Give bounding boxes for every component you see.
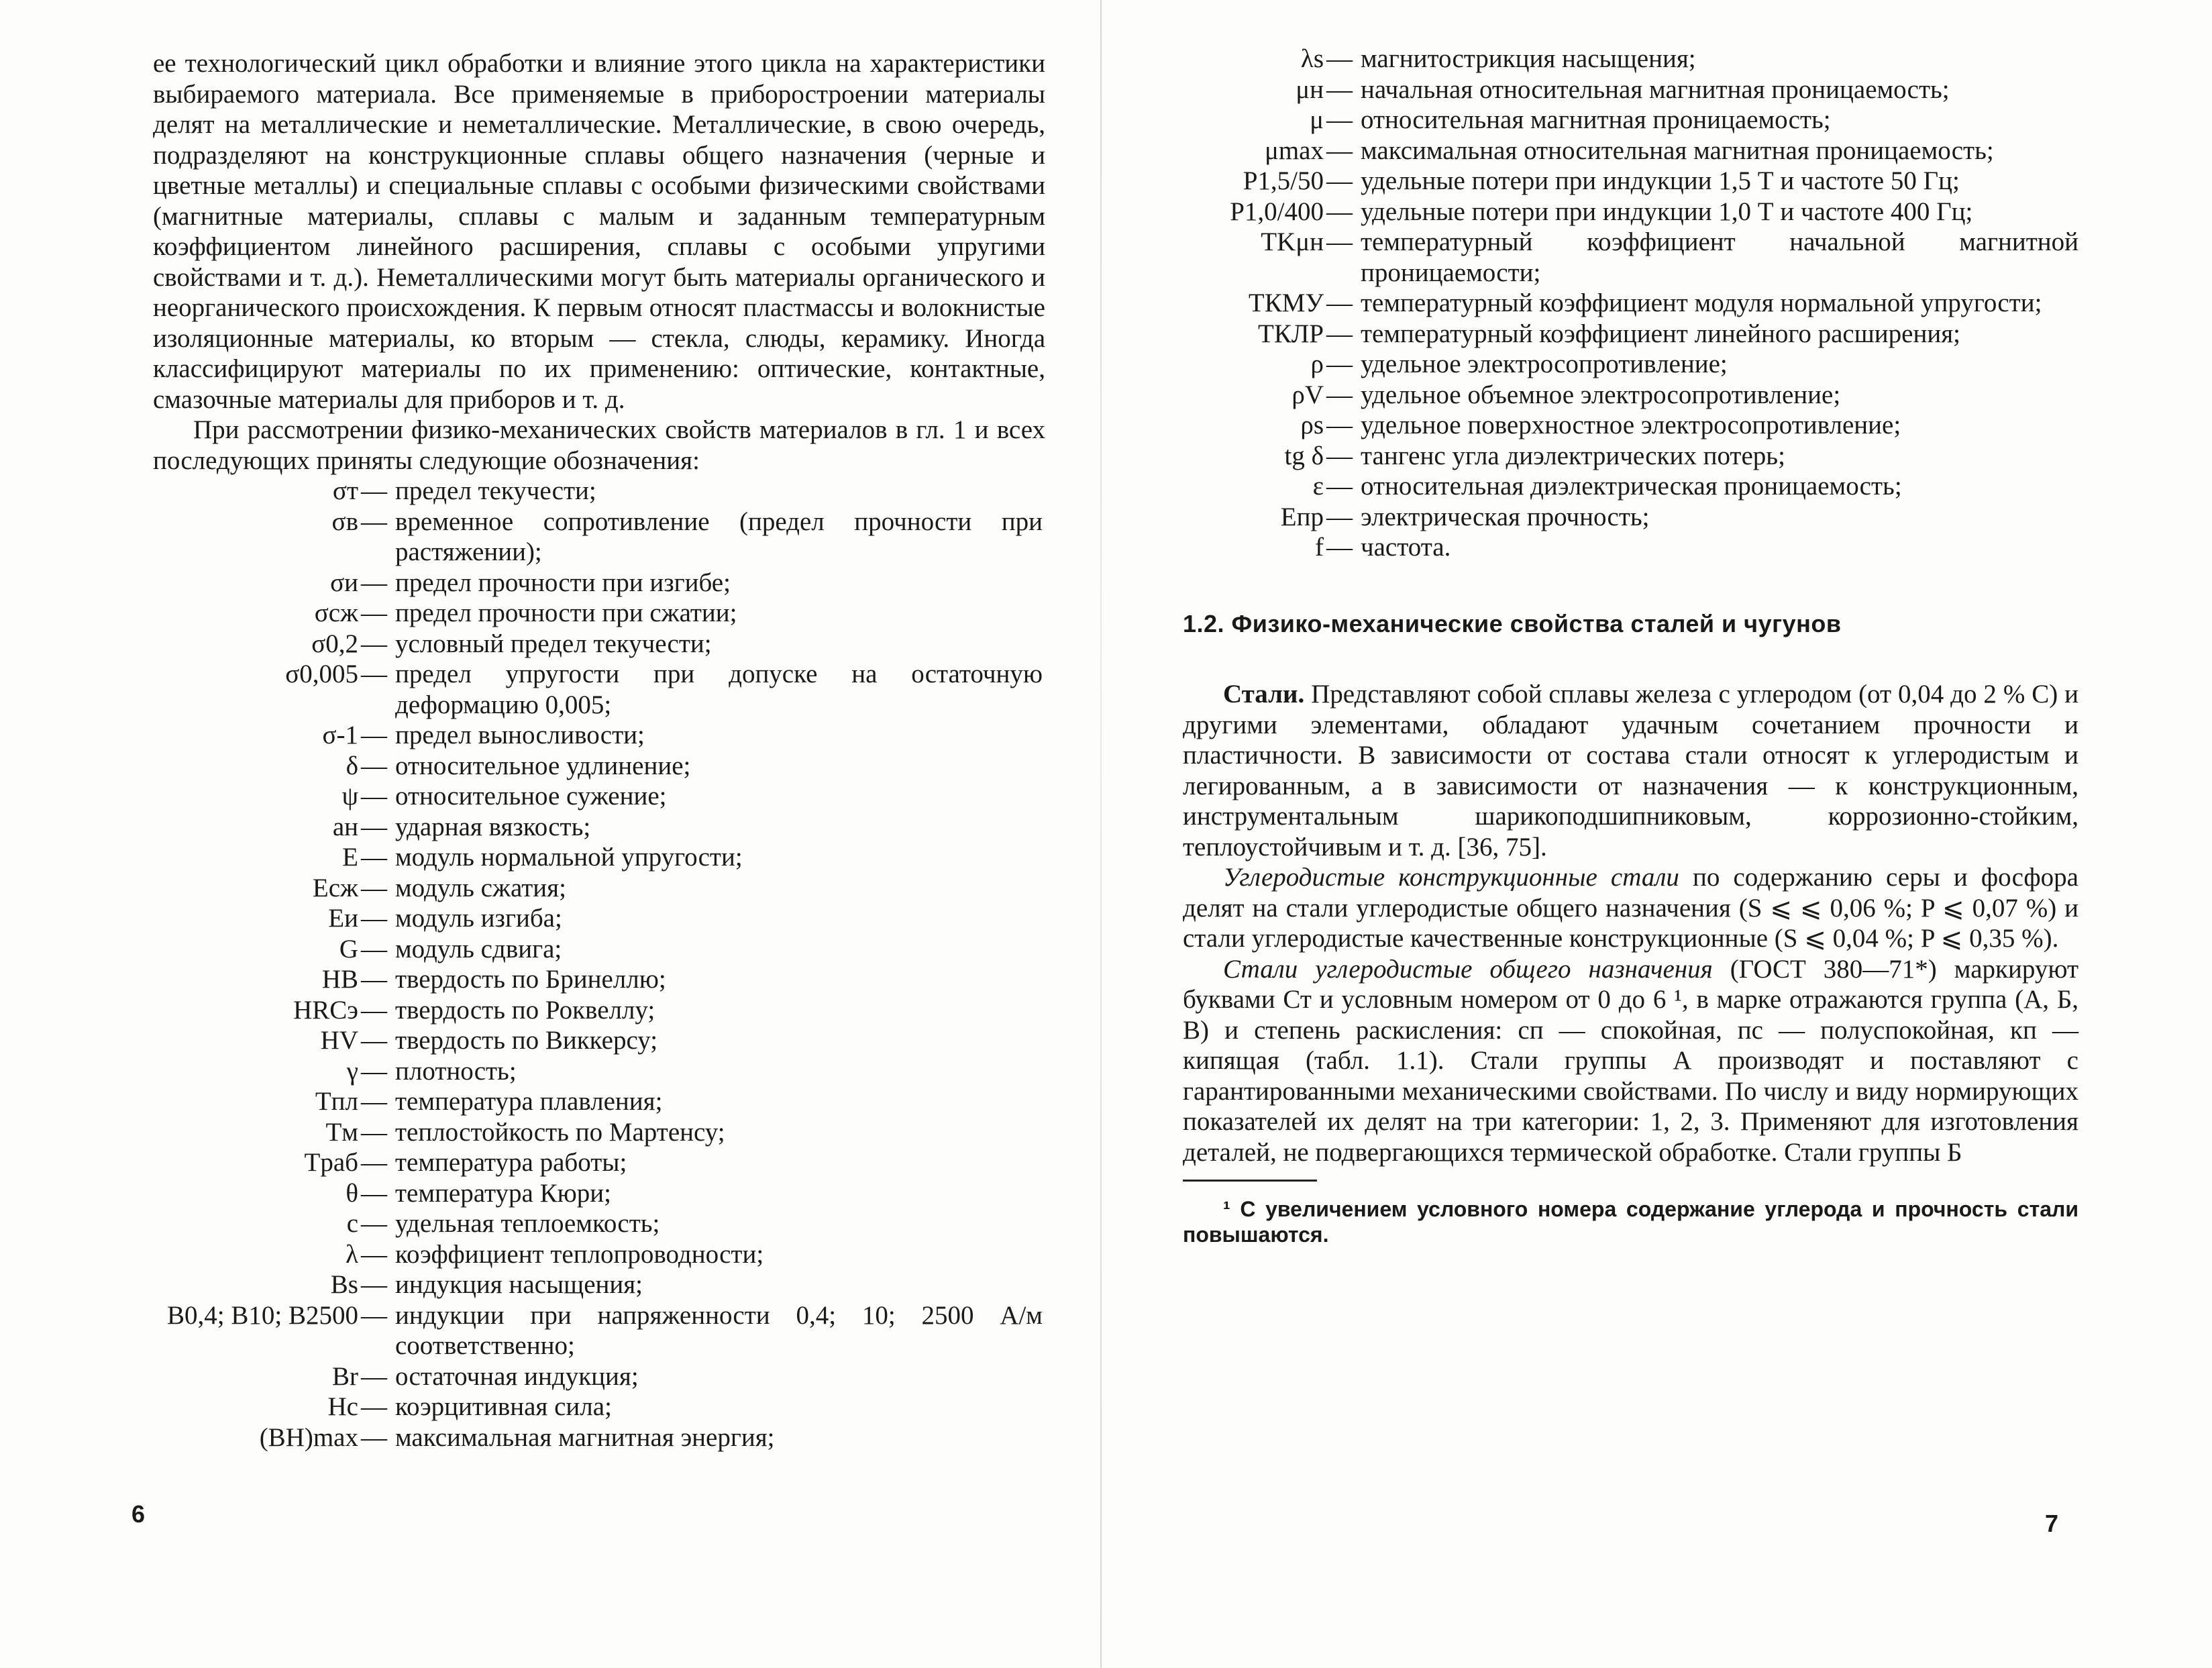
definition-symbol: Bs: [330, 1270, 358, 1299]
definition-item: [137, 934, 1043, 965]
definition-description: модуль сжатия;: [395, 873, 566, 902]
definition-item: [137, 1392, 1043, 1422]
definition-symbol: TKμн: [1261, 227, 1324, 256]
definition-description: модуль изгиба;: [395, 904, 562, 933]
definition-symbol: μн: [1296, 74, 1324, 104]
page-number: 6: [131, 1500, 146, 1528]
definition-item: [1183, 471, 2078, 502]
definition-symbol: ρs: [1300, 411, 1324, 439]
definition-description: температура Кюри;: [395, 1178, 611, 1208]
definition-description: температурный коэффициент линейного расширения;: [1361, 319, 1960, 348]
definition-dash: —: [1326, 350, 1353, 378]
definition-item: [137, 1239, 1043, 1270]
definition-dash: —: [361, 1056, 387, 1086]
definition-symbol: δ: [346, 751, 358, 780]
page-number: 7: [2045, 1510, 2059, 1537]
definition-description: температурный коэффициент модуля нормальной упругости;: [1361, 289, 2042, 317]
definition-item: [137, 842, 1043, 873]
definition-symbol: HV: [320, 1026, 358, 1055]
definition-description: удельная теплоемкость;: [395, 1209, 660, 1238]
definition-dash: —: [361, 721, 387, 749]
definition-dash: —: [1326, 289, 1353, 317]
definition-dash: —: [1326, 227, 1353, 256]
definition-item: [1183, 288, 2078, 319]
definition-item: [1183, 197, 2078, 227]
definition-dash: —: [361, 995, 387, 1025]
steels-paragraph: [1183, 679, 2078, 862]
general-steels-text: (ГОСТ 380—71*) маркируют буквами Ст и условным номером от 0 до 6 ¹, в марке отражаются группа (А, Б, В) и степень раскисления: сп — спокойная, пс — полуспокойная, кп — кипящая (табл. 1.1). Стали группы А производят и поставляют с гарантированными механическими свойствами. По числу и виду нормирующих показателей их делят на три категории: 1, 2, 3. Применяют для изготовления деталей, не подвергающихся термической обработке. Стали группы Б: [1183, 954, 2078, 1167]
definition-dash: —: [361, 1422, 387, 1452]
definition-symbol: Tм: [325, 1117, 358, 1147]
definition-symbol: λs: [1300, 44, 1324, 73]
definition-symbol: σи: [330, 568, 358, 597]
definition-symbol: Tпл: [315, 1087, 358, 1116]
definition-item: [137, 1178, 1043, 1209]
definition-item: [1183, 380, 2078, 411]
definition-item: [137, 1361, 1043, 1392]
definition-description: плотность;: [395, 1056, 517, 1086]
definition-dash: —: [1326, 472, 1353, 501]
definition-description: предел текучести;: [395, 476, 596, 505]
definition-symbol: γ: [346, 1056, 358, 1086]
definition-item: [137, 1086, 1043, 1117]
definition-description: удельное электросопротивление;: [1361, 350, 1728, 378]
definition-description: удельные потери при индукции 1,0 Т и частоте 400 Гц;: [1361, 197, 1973, 226]
definition-dash: —: [1326, 44, 1353, 73]
definition-description: относительная диэлектрическая проницаемость;: [1361, 472, 1902, 501]
definition-item: [137, 1025, 1043, 1056]
definition-description: температура работы;: [395, 1148, 627, 1177]
definition-item: [137, 659, 1043, 720]
definition-item: [137, 720, 1043, 751]
definition-item: [137, 629, 1043, 660]
definition-description: коэффициент теплопроводности;: [395, 1239, 764, 1269]
definition-description: твердость по Бринеллю;: [395, 965, 666, 994]
definition-dash: —: [1326, 136, 1353, 165]
definition-symbol: Eсж: [312, 873, 358, 902]
definition-item: [1183, 227, 2078, 288]
steels-lead: Стали.: [1223, 680, 1305, 709]
definition-description: временное сопротивление (предел прочности при растяжении);: [395, 507, 1043, 566]
definition-item: [137, 1422, 1043, 1453]
definition-description: удельное поверхностное электросопротивление;: [1361, 411, 1901, 439]
definition-symbol: B0,4; B10; B2500: [167, 1300, 358, 1330]
definition-dash: —: [1326, 533, 1353, 562]
definition-dash: —: [361, 1087, 387, 1116]
left-definition-list: [137, 476, 1043, 1453]
definition-dash: —: [361, 873, 387, 902]
definition-symbol: ρV: [1292, 380, 1324, 409]
definition-item: [137, 1056, 1043, 1087]
definition-dash: —: [1326, 197, 1353, 226]
definition-description: предел прочности при сжатии;: [395, 598, 737, 627]
definition-description: температурный коэффициент начальной магнитной проницаемости;: [1361, 227, 2078, 287]
definition-description: максимальная относительная магнитная проницаемость;: [1361, 136, 1994, 165]
definition-dash: —: [361, 1361, 387, 1391]
definition-description: предел упругости при допуске на остаточную деформацию 0,005;: [395, 660, 1043, 719]
definition-dash: —: [1326, 502, 1353, 531]
definition-item: [137, 1300, 1043, 1361]
right-definition-list: [1183, 44, 2078, 563]
definition-symbol: ρ: [1310, 350, 1324, 378]
definition-symbol: Hc: [327, 1392, 358, 1421]
definition-dash: —: [361, 751, 387, 780]
definition-symbol: G: [339, 934, 358, 963]
notation-lead-paragraph: При рассмотрении физико-механических свойств материалов в гл. 1 и всех последующих приняты следующие обозначения:: [153, 415, 1045, 475]
definition-description: относительная магнитная проницаемость;: [1361, 105, 1831, 134]
carbon-steels-term: Углеродистые конструкционные стали: [1223, 863, 1679, 892]
definition-description: коэрцитивная сила;: [395, 1392, 612, 1421]
definition-item: [1183, 44, 2078, 74]
definition-dash: —: [361, 1117, 387, 1147]
definition-dash: —: [361, 598, 387, 627]
definition-item: [137, 476, 1043, 507]
definition-dash: —: [361, 507, 387, 536]
definition-item: [1183, 349, 2078, 380]
general-steels-paragraph: [1183, 954, 2078, 1168]
definition-item: [137, 995, 1043, 1026]
definition-dash: —: [361, 843, 387, 872]
definition-symbol: c: [346, 1209, 358, 1238]
definition-symbol: μ: [1310, 105, 1324, 134]
definition-item: [137, 1147, 1043, 1178]
definition-symbol: HB: [321, 965, 358, 994]
carbon-steels-text: по содержанию серы и фосфора делят на стали углеродистые общего назначения (S ⩽ ⩽ 0,06 %; P ⩽ 0,07 %) и стали углеродистые качественные конструкционные (S ⩽ 0,04 %; P ⩽ 0,35 %).: [1183, 863, 2078, 953]
definition-symbol: ψ: [341, 782, 358, 811]
definition-symbol: σв: [331, 507, 358, 536]
definition-symbol: λ: [346, 1239, 358, 1269]
definition-dash: —: [361, 476, 387, 505]
definition-item: [1183, 166, 2078, 197]
footnote-divider: [1183, 1180, 1317, 1182]
definition-item: [137, 751, 1043, 782]
definition-dash: —: [361, 568, 387, 597]
definition-item: [137, 1269, 1043, 1300]
definition-dash: —: [361, 1209, 387, 1238]
definition-description: удельное объемное электросопротивление;: [1361, 380, 1841, 409]
intro-paragraph: ее технологический цикл обработки и влияние этого цикла на характеристики выбираемого материала. Все применяемые в приборостроении материалы делят на металлические и неметаллические. Металлические, в свою очередь, подразделяют на конструкционные сплавы общего назначения (черные и цветные металлы) и специальные сплавы с особыми физическими свойствами (магнитные материалы, сплавы с малым и заданным температурным коэффициентом линейного расширения, сплавы с особыми упругими свойствами и т. д.). Неметаллическими могут быть материалы органического и неорганического происхождения. К первым относят пластмассы и волокнистые изоляционные материалы, ко вторым — стекла, слюды, керамику. Иногда классифицируют материалы по их применению: оптические, контактные, смазочные материалы для приборов и т. д.: [153, 49, 1045, 414]
left-text-block: [153, 48, 1045, 1453]
definition-item: [137, 964, 1043, 995]
definition-symbol: (BH)max: [259, 1422, 358, 1452]
definition-dash: —: [361, 1148, 387, 1177]
definition-dash: —: [361, 904, 387, 933]
definition-dash: —: [361, 782, 387, 811]
definition-dash: —: [361, 1300, 387, 1330]
definition-symbol: aн: [332, 812, 358, 841]
definition-description: начальная относительная магнитная проницаемость;: [1361, 74, 1950, 104]
definition-description: магнитострикция насыщения;: [1361, 44, 1696, 73]
definition-symbol: tg δ: [1284, 441, 1324, 470]
definition-symbol: HRCэ: [293, 995, 358, 1025]
definition-dash: —: [1326, 441, 1353, 470]
definition-description: удельные потери при индукции 1,5 Т и частоте 50 Гц;: [1361, 166, 1960, 195]
definition-item: [1183, 136, 2078, 166]
definition-dash: —: [1326, 105, 1353, 134]
right-page: [1106, 0, 2212, 1668]
footnote: ¹ С увеличением условного номера содержание углерода и прочность стали повышаются.: [1183, 1197, 2078, 1247]
definition-description: условный предел текучести;: [395, 629, 712, 658]
definition-description: относительное удлинение;: [395, 751, 691, 780]
definition-symbol: P1,5/50: [1243, 166, 1324, 195]
right-text-block: [1183, 44, 2078, 1247]
definition-item: [137, 1208, 1043, 1239]
definition-item: [137, 903, 1043, 934]
definition-symbol: ε: [1312, 472, 1324, 501]
definition-symbol: P1,0/400: [1230, 197, 1324, 226]
definition-description: частота.: [1361, 533, 1451, 562]
definition-symbol: σ-1: [322, 721, 358, 749]
definition-symbol: σ0,2: [311, 629, 358, 658]
definition-description: предел выносливости;: [395, 721, 645, 749]
definition-dash: —: [361, 629, 387, 658]
definition-dash: —: [361, 1178, 387, 1208]
definition-item: [1183, 532, 2078, 563]
definition-description: остаточная индукция;: [395, 1361, 639, 1391]
definition-item: [137, 568, 1043, 598]
definition-description: ударная вязкость;: [395, 812, 591, 841]
definition-description: модуль сдвига;: [395, 934, 562, 963]
definition-description: предел прочности при изгибе;: [395, 568, 731, 597]
definition-symbol: σ0,005: [285, 660, 358, 688]
definition-item: [1183, 502, 2078, 533]
definition-description: теплостойкость по Мартенсу;: [395, 1117, 725, 1147]
definition-item: [137, 507, 1043, 568]
definition-symbol: σт: [332, 476, 358, 505]
definition-dash: —: [1326, 166, 1353, 195]
definition-item: [137, 812, 1043, 843]
definition-description: твердость по Виккерсу;: [395, 1026, 658, 1055]
steels-text: Представляют собой сплавы железа с углеродом (от 0,04 до 2 % С) и другими элементами, обладают удачным сочетанием прочности и пластичности. В зависимости от состава стали относят к углеродистым и легированным, а в зависимости от назначения — к конструкционным, инструментальным шарикоподшипниковым, коррозионно-стойким, теплоустойчивым и т. д. [36, 75].: [1183, 680, 2078, 862]
definition-dash: —: [361, 1239, 387, 1269]
definition-item: [1183, 410, 2078, 441]
definition-dash: —: [361, 1026, 387, 1055]
definition-description: относительное сужение;: [395, 782, 667, 811]
definition-symbol: θ: [346, 1178, 358, 1208]
general-steels-term: Стали углеродистые общего назначения: [1223, 954, 1713, 984]
definition-item: [1183, 319, 2078, 350]
section-title: 1.2. Физико-механические свойства сталей и чугунов: [1183, 609, 1842, 637]
definition-symbol: σсж: [314, 598, 358, 627]
definition-symbol: E: [342, 843, 358, 872]
definition-symbol: ТКЛР: [1258, 319, 1324, 348]
definition-dash: —: [1326, 319, 1353, 348]
definition-description: температура плавления;: [395, 1087, 663, 1116]
definition-dash: —: [1326, 411, 1353, 439]
definition-symbol: Br: [332, 1361, 358, 1391]
definition-dash: —: [1326, 74, 1353, 104]
definition-dash: —: [361, 812, 387, 841]
definition-dash: —: [361, 1270, 387, 1299]
definition-dash: —: [361, 934, 387, 963]
definition-description: тангенс угла диэлектрических потерь;: [1361, 441, 1785, 470]
definition-symbol: ТКМУ: [1248, 289, 1324, 317]
definition-item: [137, 873, 1043, 904]
definition-description: индукция насыщения;: [395, 1270, 643, 1299]
definition-item: [1183, 74, 2078, 105]
definition-symbol: Tраб: [304, 1148, 358, 1177]
definition-symbol: Eи: [328, 904, 358, 933]
definition-symbol: Eпр: [1280, 502, 1324, 531]
definition-item: [137, 781, 1043, 812]
definition-dash: —: [361, 965, 387, 994]
definition-symbol: μmax: [1264, 136, 1324, 165]
definition-item: [137, 1117, 1043, 1148]
definition-description: индукции при напряженности 0,4; 10; 2500 А/м соответственно;: [395, 1300, 1043, 1360]
definition-dash: —: [361, 660, 387, 688]
definition-dash: —: [1326, 380, 1353, 409]
definition-symbol: f: [1315, 533, 1324, 562]
definition-item: [1183, 441, 2078, 472]
definition-description: модуль нормальной упругости;: [395, 843, 743, 872]
definition-item: [137, 598, 1043, 629]
carbon-steels-paragraph: [1183, 862, 2078, 954]
definition-dash: —: [361, 1392, 387, 1421]
definition-description: максимальная магнитная энергия;: [395, 1422, 775, 1452]
definition-description: твердость по Роквеллу;: [395, 995, 655, 1025]
definition-description: электрическая прочность;: [1361, 502, 1650, 531]
definition-item: [1183, 105, 2078, 136]
